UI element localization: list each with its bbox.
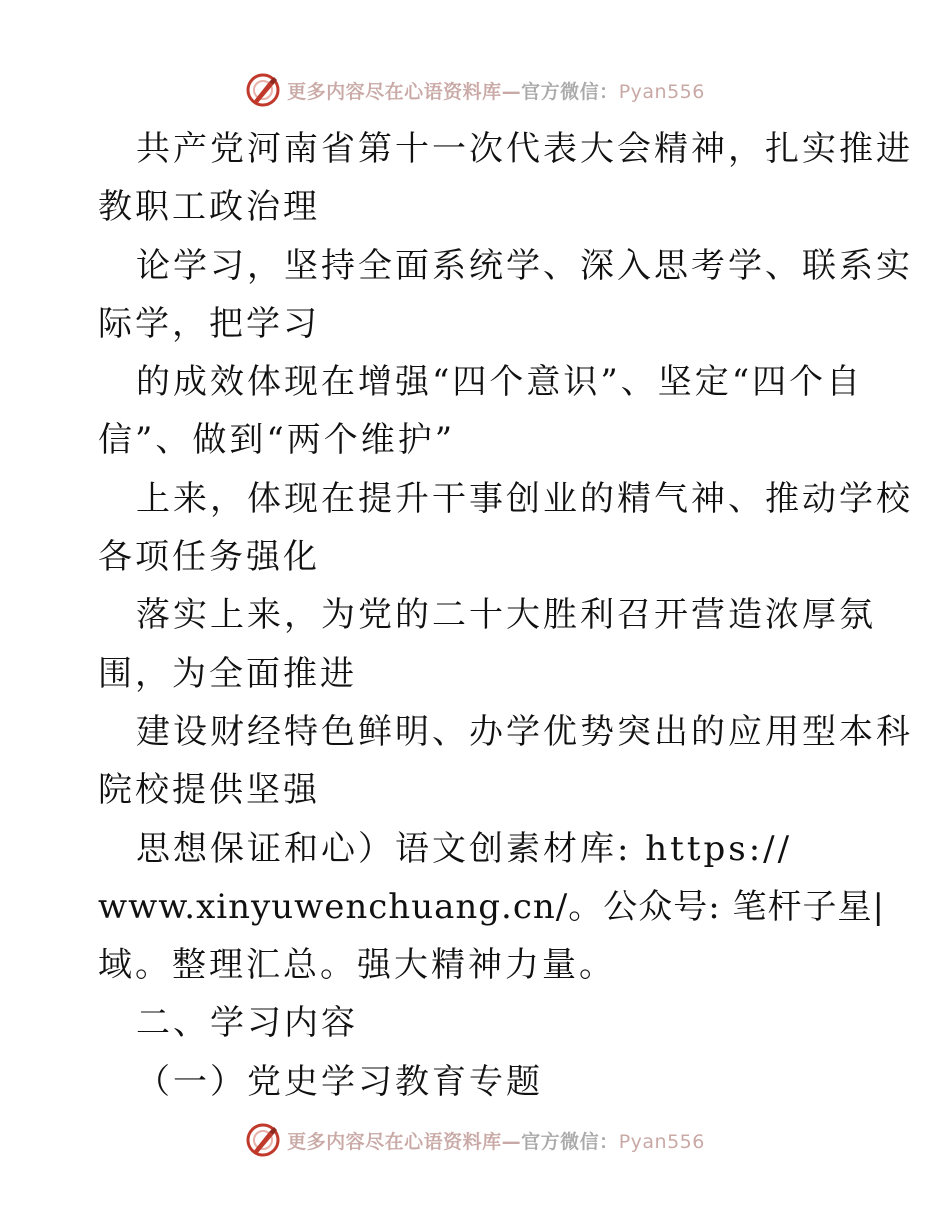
subsection-heading: （一）党史学习教育专题	[136, 1061, 543, 1102]
pen-logo-icon	[245, 72, 281, 108]
body-line: 共产党河南省第十一次代表大会精神，扎实推进	[136, 129, 913, 169]
watermark-text	[287, 1127, 705, 1154]
section-heading: 二、学习内容	[136, 1003, 358, 1044]
body-line: 各项任务强化	[98, 537, 320, 578]
body-line: 上来，体现在提升干事创业的精气神、推动学校	[136, 478, 913, 519]
body-line: 院校提供坚强	[98, 770, 320, 811]
watermark-wechat-label: 官方微信：	[521, 80, 619, 103]
watermark-header	[0, 70, 950, 110]
body-line: 建设财经特色鲜明、办学优势突出的应用型本科	[136, 711, 913, 752]
document-body	[98, 120, 913, 1111]
body-line: 教职工政治理	[98, 187, 320, 228]
body-line-url: www.xinyuwenchuang.cn/。公众号: 笔杆子星|	[98, 886, 885, 927]
watermark-footer	[0, 1120, 950, 1160]
body-line: 围，为全面推进	[98, 653, 357, 694]
watermark-slogan: 更多内容尽在心语资料库	[287, 1130, 502, 1153]
watermark-separator: —	[501, 1130, 522, 1153]
body-line: 的成效体现在增强“四个意识”、坚定“四个自	[136, 362, 864, 403]
watermark-text	[287, 77, 705, 104]
body-line: 际学，把学习	[98, 303, 320, 344]
body-line: 论学习，坚持全面系统学、深入思考学、联系实	[136, 245, 913, 286]
watermark-wechat-label: 官方微信：	[521, 1130, 619, 1153]
watermark-wechat-id: Pyan556	[618, 80, 705, 103]
body-line: 域。整理汇总。强大精神力量。	[98, 945, 616, 986]
body-line: 信”、做到“两个维护”	[98, 420, 456, 461]
watermark-slogan: 更多内容尽在心语资料库	[287, 80, 502, 103]
watermark-wechat-id: Pyan556	[618, 1130, 705, 1153]
body-line: 落实上来，为党的二十大胜利召开营造浓厚氛	[136, 595, 876, 636]
pen-logo-icon	[245, 1122, 281, 1158]
watermark-separator: —	[501, 80, 522, 103]
body-line: 思想保证和心）语文创素材库: https://	[136, 828, 793, 869]
